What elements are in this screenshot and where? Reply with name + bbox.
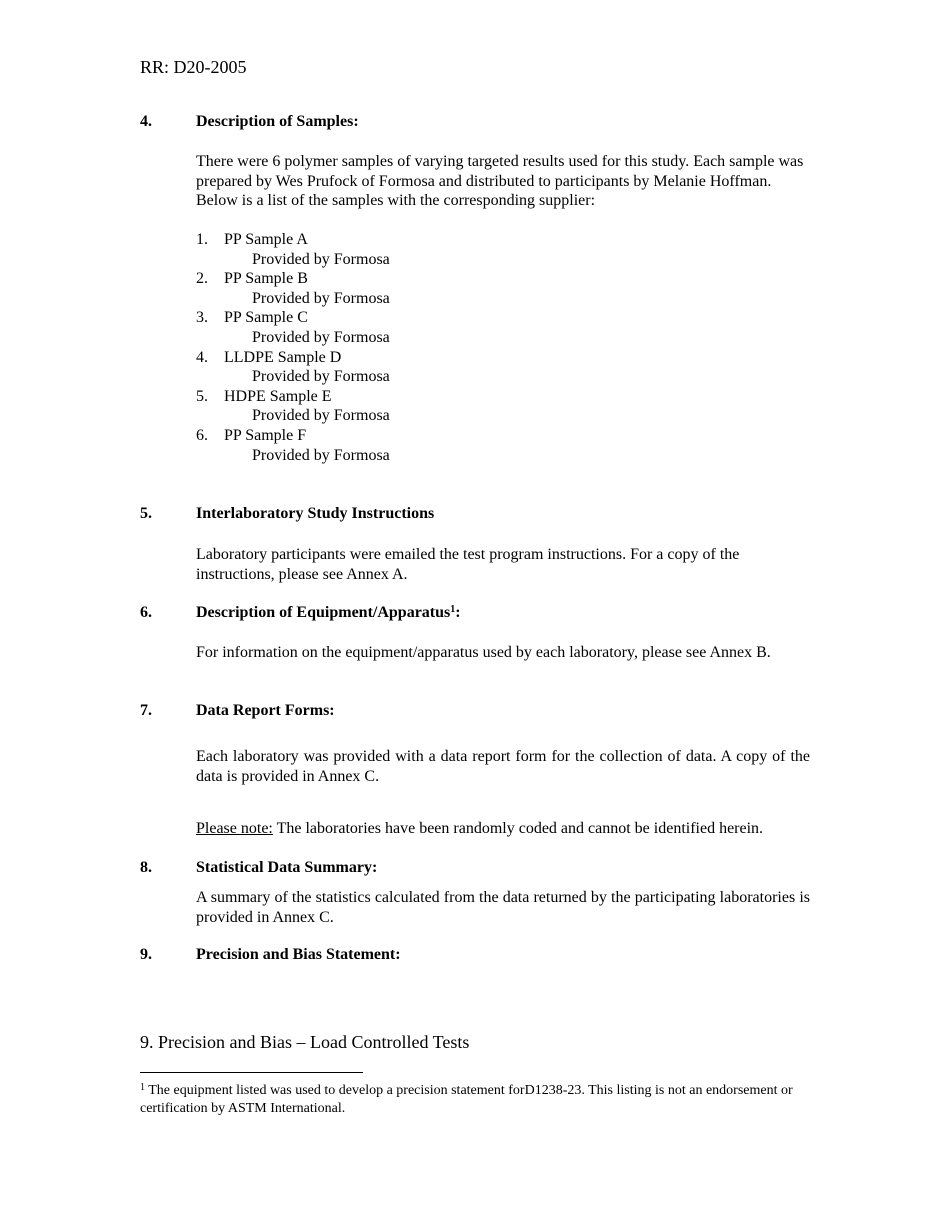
list-item-number: 4. [196,348,208,366]
list-item [196,348,390,387]
list-item-number: 5. [196,387,208,405]
footnote-divider [140,1072,363,1073]
list-item-provider: Provided by Formosa [252,446,390,464]
section-7-note [196,819,810,839]
list-item [196,426,390,465]
section-4-title: Description of Samples: [196,113,359,130]
list-item [196,387,390,426]
list-item [196,308,390,347]
section-8-title: Statistical Data Summary: [196,859,378,876]
section-6-title-suffix: : [455,604,461,621]
list-item-name: HDPE Sample E [224,387,332,405]
section-6-title [196,604,461,622]
section-9-number: 9. [140,946,152,963]
list-item [196,230,390,269]
list-item-provider: Provided by Formosa [252,250,390,268]
list-item-provider: Provided by Formosa [252,407,390,425]
list-item-number: 1. [196,231,208,248]
footnote-reference: 1 [450,604,456,615]
list-item-name: PP Sample B [224,270,308,288]
list-item-name: PP Sample A [224,231,308,248]
page-header: RR: D20-2005 [140,57,247,77]
section-6-number: 6. [140,604,152,621]
sample-list [196,230,390,465]
list-item-number: 2. [196,270,208,288]
section-7-title: Data Report Forms: [196,702,335,719]
list-item-name: PP Sample C [224,309,308,327]
list-item-number: 3. [196,309,208,327]
note-label: Please note: [196,820,273,837]
section-7-number: 7. [140,702,152,719]
footnote-mark: 1 [140,1082,145,1093]
footnote [140,1082,800,1118]
subsection-title: 9. Precision and Bias – Load Controlled Tests [140,1032,470,1052]
list-item-provider: Provided by Formosa [252,368,390,386]
list-item [196,269,390,308]
section-4-number: 4. [140,113,152,130]
section-9-title: Precision and Bias Statement: [196,946,401,963]
list-item-provider: Provided by Formosa [252,328,390,346]
footnote-text: The equipment listed was used to develop a precision statement forD1238-23. This listing is not an endorsement or certification by ASTM International. [140,1083,793,1116]
section-5-number: 5. [140,505,152,522]
section-7-body: Each laboratory was provided with a data report form for the collection of data. A copy of the data is provided in Annex C. [196,748,810,785]
section-6-body: For information on the equipment/apparatus used by each laboratory, please see Annex B. [196,644,771,661]
list-item-name: LLDPE Sample D [224,348,342,366]
section-5-title: Interlaboratory Study Instructions [196,505,435,522]
list-item-name: PP Sample F [224,426,307,444]
note-text: The laboratories have been randomly coded and cannot be identified herein. [272,820,764,837]
section-8-number: 8. [140,859,152,876]
list-item-number: 6. [196,426,208,444]
section-6-title-text: Description of Equipment/Apparatus [196,604,451,621]
section-5-body: Laboratory participants were emailed the test program instructions. For a copy of the instructions, please see Annex A. [196,546,740,583]
section-4-body: There were 6 polymer samples of varying targeted results used for this study. Each sample was prepared by Wes Prufock of Formosa and distributed to participants by Melanie Hoffman. Below is a list of the samples with the corresponding supplier: [196,153,804,209]
list-item-provider: Provided by Formosa [252,289,390,307]
section-8-body: A summary of the statistics calculated from the data returned by the participating laboratories is provided in Annex C. [196,889,810,926]
